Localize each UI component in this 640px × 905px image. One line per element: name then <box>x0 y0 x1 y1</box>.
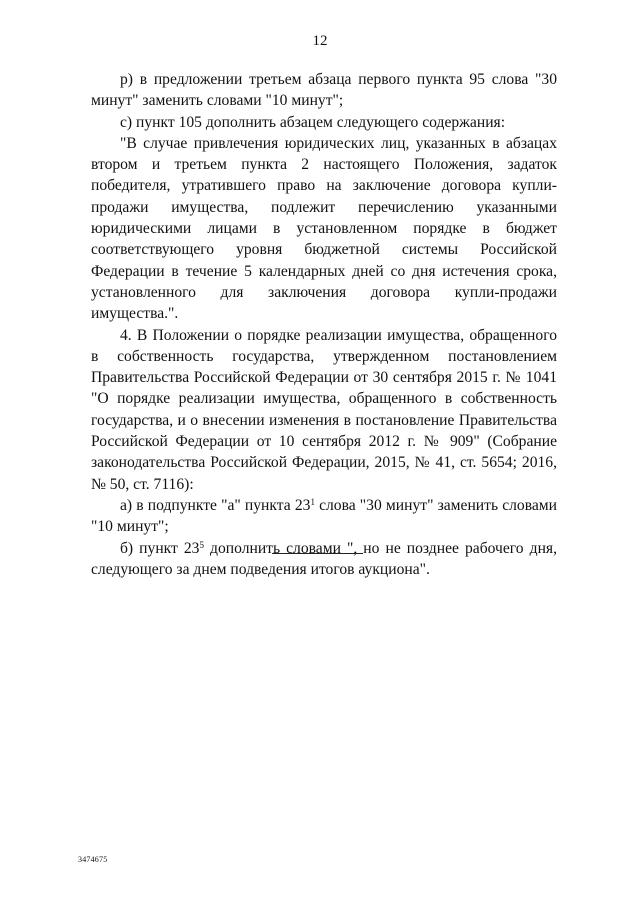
document-body <box>91 69 557 580</box>
paragraph-4: 4. В Положении о порядке реализации имущества, обращенного в собственность государства, утвержденном постановлением Правительства Российской Федерации от 30 сентября 2015 г. № 1041 "О порядке реализации имущества, обращенного в собственность государства, и о внесении изменения в постановление Правительства Российской Федерации от 10 сентября 2012 г. № 909" (Собрание законодательства Российской Федерации, 2015, № 41, ст. 5654; 2016, № 50, ст. 7116): <box>91 326 557 493</box>
quoted-paragraph: "В случае привлечения юридических лиц, указанных в абзацах втором и третьем пункта 2 настоящего Положения, задаток победителя, утратившего право на заключение договора купли-продажи имущества, подлежит перечислению указанными юридическими лицами в установленном порядке в бюджет соответствующего уровня бюджетной системы Российской Федерации в течение 5 календарных дней со дня истечения срока, установленного для заключения договора купли-продажи имущества.". <box>91 134 557 323</box>
paragraph-a <box>91 495 557 538</box>
paragraph-b-text-after: дополнить словами ", но не позднее рабочего дня, следующего за днем подведения итогов аукциона". <box>91 539 557 578</box>
superscript-5: 5 <box>199 539 204 550</box>
paragraph-b <box>91 538 557 581</box>
paragraph-a-text-after: слова "30 минут" заменить словами "10 минут"; <box>91 496 557 536</box>
document-code: 3474675 <box>78 855 108 864</box>
paragraph-b-text-before: б) пункт 23 <box>120 539 200 557</box>
end-divider-line <box>272 553 363 554</box>
paragraph-s: с) пункт 105 дополнить абзацем следующего содержания: <box>120 113 506 131</box>
paragraph-a-text-before: а) в подпункте "а" пункта 23 <box>120 496 311 514</box>
superscript-1: 1 <box>310 496 315 507</box>
page-number: 12 <box>312 33 328 49</box>
paragraph-r: р) в предложении третьем абзаца первого пункта 95 слова "30 минут" заменить словами "10 минут"; <box>91 71 557 110</box>
